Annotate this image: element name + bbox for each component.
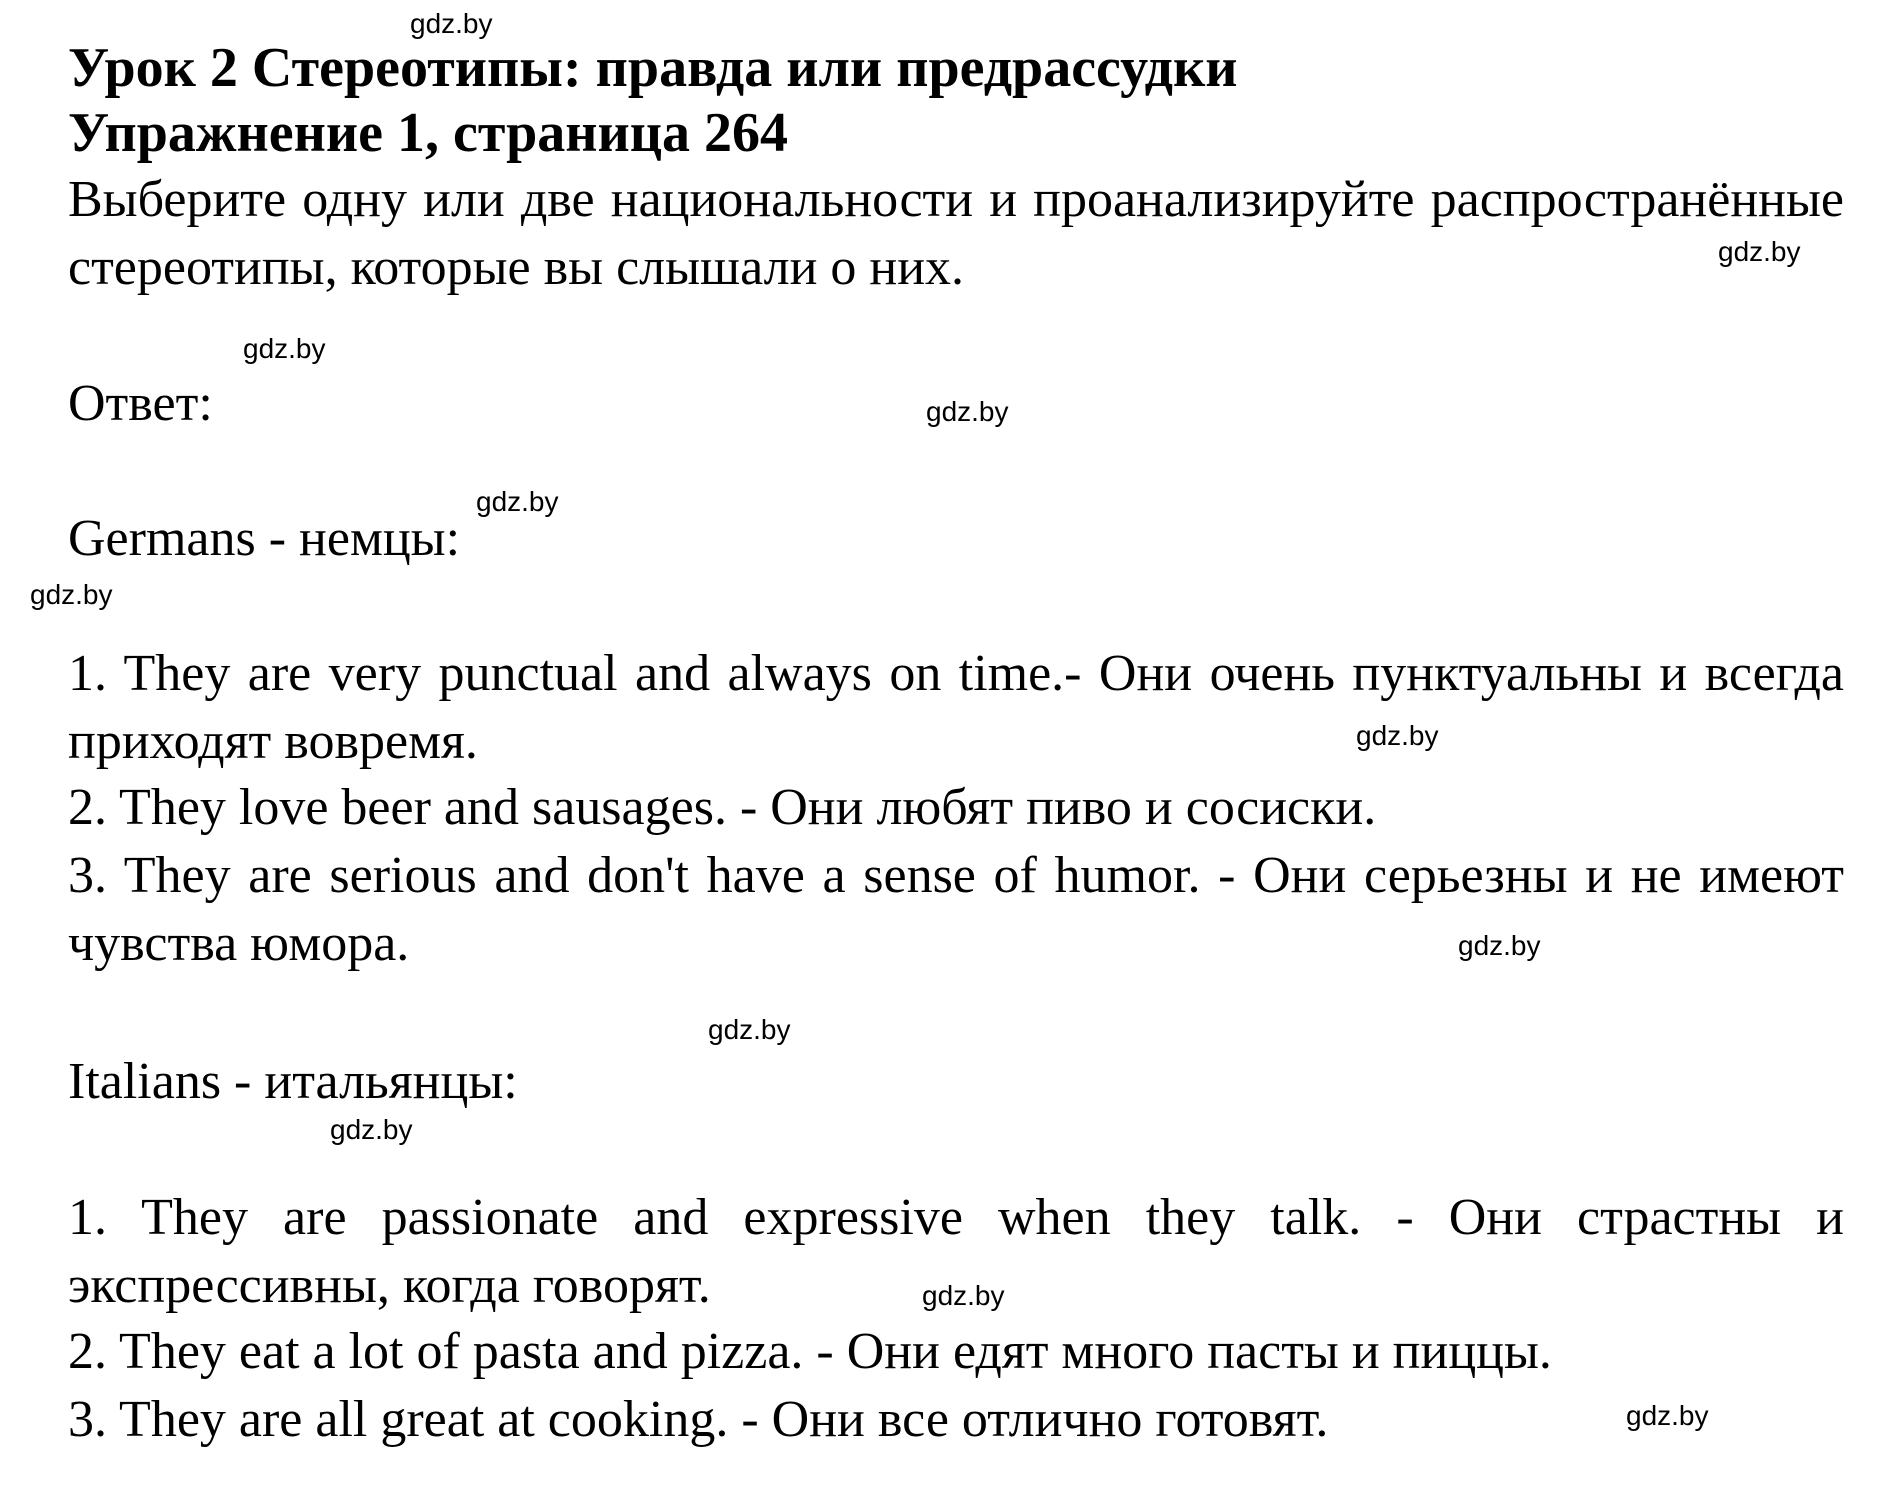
list-item: 2. They eat a lot of pasta and pizza. - Они едят много пасты и пиццы. (68, 1323, 1552, 1380)
watermark: gdz.by (30, 579, 113, 610)
watermark: gdz.by (410, 8, 493, 39)
list-item: 1. They are very punctual and always on time.- Они очень пунктуальны и всегда приходят вовремя. (68, 645, 1844, 770)
list-item: 2. They love beer and sausages. - Они любят пиво и сосиски. (68, 779, 1377, 836)
watermark: gdz.by (1718, 236, 1801, 267)
list-item: 3. They are serious and don't have a sense of humor. - Они серьезны и не имеют чувства юмора. (68, 847, 1844, 972)
lesson-title: Урок 2 Стереотипы: правда или предрассудки (68, 37, 1238, 99)
watermark: gdz.by (1458, 930, 1541, 961)
watermark: gdz.by (926, 396, 1009, 427)
section-heading-italians: Italians - итальянцы: (68, 1053, 518, 1110)
answer-label: Ответ: (68, 375, 213, 432)
watermark: gdz.by (330, 1114, 413, 1145)
list-item: 3. They are all great at cooking. - Они все отлично готовят. (68, 1391, 1329, 1448)
watermark: gdz.by (708, 1014, 791, 1045)
section-heading-germans: Germans - немцы: (68, 510, 461, 567)
exercise-title: Упражнение 1, страница 264 (68, 102, 789, 164)
watermark: gdz.by (476, 486, 559, 517)
list-item: 1. They are passionate and expressive when they talk. - Они страстны и экспрессивны, когда говорят. (68, 1189, 1844, 1314)
watermark: gdz.by (1356, 720, 1439, 751)
watermark: gdz.by (1626, 1400, 1709, 1431)
task-text: Выберите одну или две национальности и проанализируйте распространённые стереотипы, которые вы слышали о них. (68, 171, 1844, 296)
watermark: gdz.by (922, 1280, 1005, 1311)
watermark: gdz.by (243, 333, 326, 364)
